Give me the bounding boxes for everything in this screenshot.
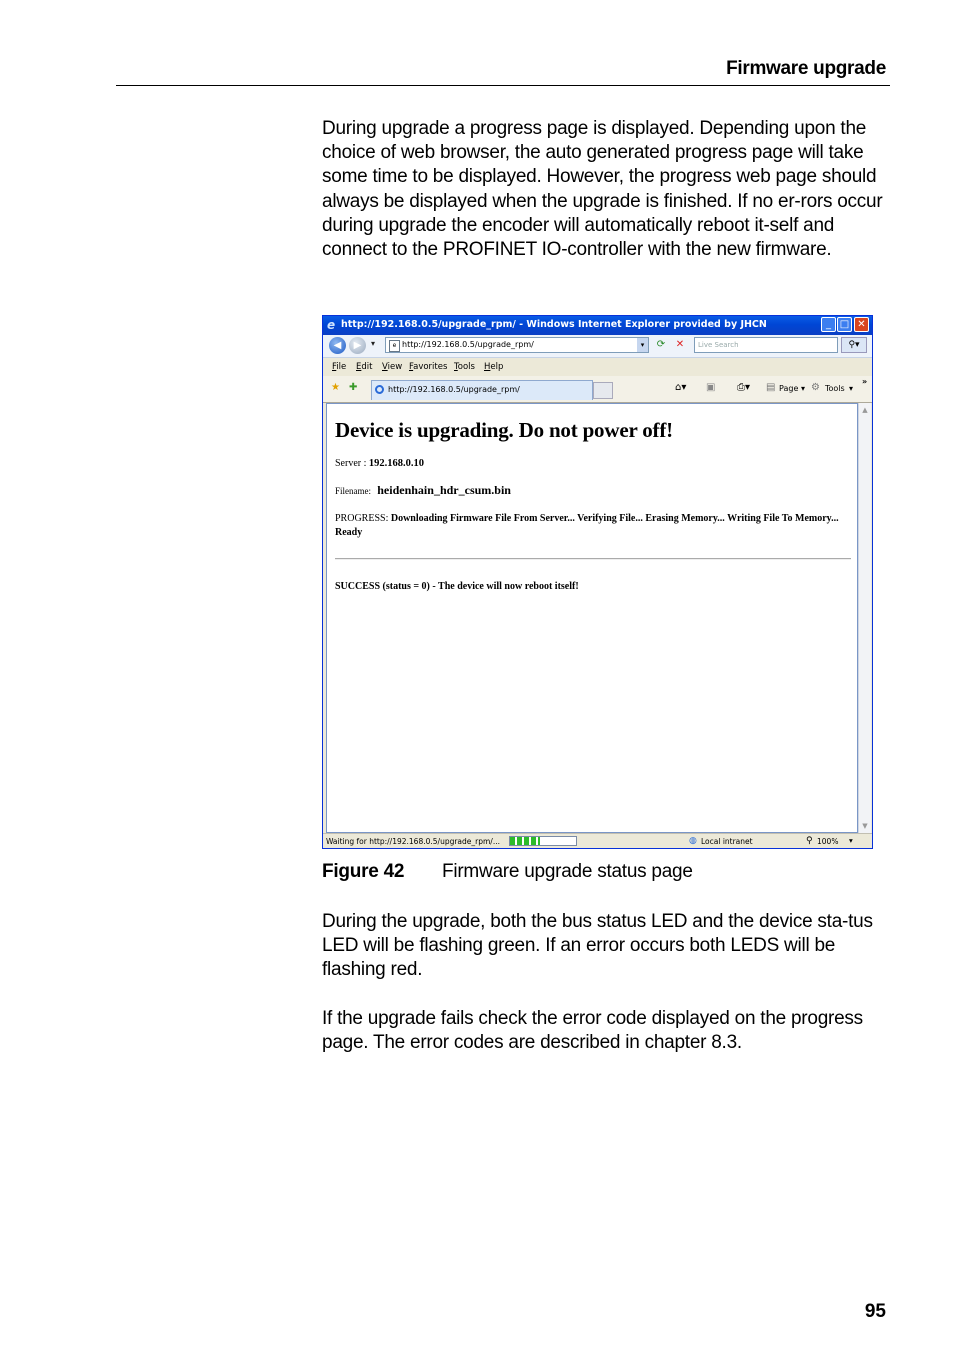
paragraph-leds: During the upgrade, both the bus status LED and the device sta-tus LED will be flashing green. If an error occurs both LEDS will be flashing red. xyxy=(322,911,873,981)
tools-gear-icon: ⚙ xyxy=(811,382,820,393)
progress-value: Downloading Firmware File From Server... Verifying File... Erasing Memory... Writing File To Memory... Ready xyxy=(335,513,839,538)
zone-globe-icon: ◍ xyxy=(689,836,697,846)
status-bar xyxy=(323,833,872,849)
paragraph-errors: If the upgrade fails check the error code displayed on the progress page. The error codes are described in chapter 8.3. xyxy=(322,1008,863,1054)
page-icon: e xyxy=(389,340,400,352)
window-title: http://192.168.0.5/upgrade_rpm/ - Windows Internet Explorer provided by JHCN xyxy=(341,319,767,330)
tools-dropdown-icon[interactable]: ▾ xyxy=(849,384,854,393)
feeds-icon[interactable]: ▣ xyxy=(706,382,716,393)
address-input[interactable] xyxy=(385,337,649,353)
page-dropdown-icon[interactable]: ▾ xyxy=(801,384,806,393)
tab-label: http://192.168.0.5/upgrade_rpm/ xyxy=(388,385,520,394)
print-icon[interactable]: ⎙▾ xyxy=(737,382,751,393)
favorites-bar xyxy=(323,376,872,403)
chevron-more-icon[interactable]: » xyxy=(862,377,868,386)
figure-title: Firmware upgrade status page xyxy=(442,861,693,882)
progress-label: PROGRESS: xyxy=(335,513,391,524)
header-rule xyxy=(116,85,890,86)
menu-tools[interactable]: Tools xyxy=(454,362,475,372)
content-divider xyxy=(335,558,851,560)
progress-text xyxy=(335,512,855,540)
forward-button[interactable]: ▶ xyxy=(349,337,366,354)
address-dropdown-icon[interactable]: ▾ xyxy=(637,338,648,352)
page-menu[interactable]: Page xyxy=(779,384,799,393)
minimize-button[interactable]: _ xyxy=(821,317,836,332)
menu-view[interactable]: View xyxy=(382,362,403,372)
maximize-button[interactable]: □ xyxy=(837,317,852,332)
loading-progress-bar xyxy=(509,836,577,846)
refresh-button[interactable]: ⟳ xyxy=(656,339,666,350)
figure-number: Figure 42 xyxy=(322,861,405,882)
scroll-up-icon[interactable]: ▲ xyxy=(862,406,868,414)
ie-logo-icon: e xyxy=(327,318,336,332)
page-menu-icon: ▤ xyxy=(766,382,776,393)
tools-menu[interactable]: Tools xyxy=(825,384,845,393)
search-input[interactable]: Live Search xyxy=(694,337,838,353)
upgrade-heading: Device is upgrading. Do not power off! xyxy=(335,418,673,442)
browser-screenshot xyxy=(322,315,873,849)
loading-progress-fill xyxy=(510,837,540,845)
title-bar xyxy=(323,316,872,335)
status-text: Waiting for http://192.168.0.5/upgrade_rpm/... xyxy=(326,837,500,846)
page-content xyxy=(326,403,858,833)
section-title: Firmware upgrade xyxy=(726,58,886,79)
page-number: 95 xyxy=(864,1301,886,1322)
menu-help[interactable]: Help xyxy=(484,362,504,372)
home-icon[interactable]: ⌂▾ xyxy=(675,382,687,393)
filename-value: heidenhain_hdr_csum.bin xyxy=(377,483,511,497)
server-line xyxy=(335,458,424,469)
add-favorite-icon[interactable]: ✚ xyxy=(349,382,358,393)
new-tab-button[interactable] xyxy=(593,382,613,399)
history-dropdown-icon[interactable]: ▾ xyxy=(371,339,376,348)
vertical-scrollbar[interactable] xyxy=(858,403,871,833)
search-button[interactable]: ⚲▾ xyxy=(841,337,867,353)
menu-file[interactable]: File xyxy=(332,362,347,372)
menu-bar xyxy=(323,358,872,376)
address-bar xyxy=(323,335,872,358)
loading-icon xyxy=(375,385,384,394)
close-button[interactable]: ✕ xyxy=(854,317,869,332)
menu-edit[interactable]: Edit xyxy=(356,362,373,372)
stop-button[interactable]: ✕ xyxy=(675,339,685,350)
tab-current[interactable] xyxy=(371,380,593,400)
server-value: 192.168.0.10 xyxy=(368,458,425,469)
paragraph-intro: During upgrade a progress page is displayed. Depending upon the choice of web browser, the auto generated progress page will take some time to be displayed. However, the progress web page should always be displayed when the upgrade is finished. If no er-rors occur during upgrade the encoder will automatically reboot it-self and connect to the PROFINET IO-controller with the new firmware. xyxy=(322,118,883,261)
scroll-down-icon[interactable]: ▼ xyxy=(862,822,868,830)
filename-label: Filename: xyxy=(335,486,374,496)
server-label: Server : xyxy=(335,458,369,469)
success-message: SUCCESS (status = 0) - The device will now reboot itself! xyxy=(335,581,579,592)
zoom-level[interactable]: 100% xyxy=(817,837,839,846)
menu-favorites[interactable]: Favorites xyxy=(409,362,448,372)
zoom-dropdown-icon[interactable]: ▾ xyxy=(849,836,853,845)
figure-caption xyxy=(322,861,693,883)
back-button[interactable]: ◀ xyxy=(329,337,346,354)
security-zone: Local intranet xyxy=(701,837,753,846)
zoom-magnifier-icon: ⚲ xyxy=(806,836,813,846)
filename-line xyxy=(335,483,511,498)
address-text: http://192.168.0.5/upgrade_rpm/ xyxy=(402,340,534,349)
favorites-star-icon[interactable]: ★ xyxy=(331,382,340,393)
